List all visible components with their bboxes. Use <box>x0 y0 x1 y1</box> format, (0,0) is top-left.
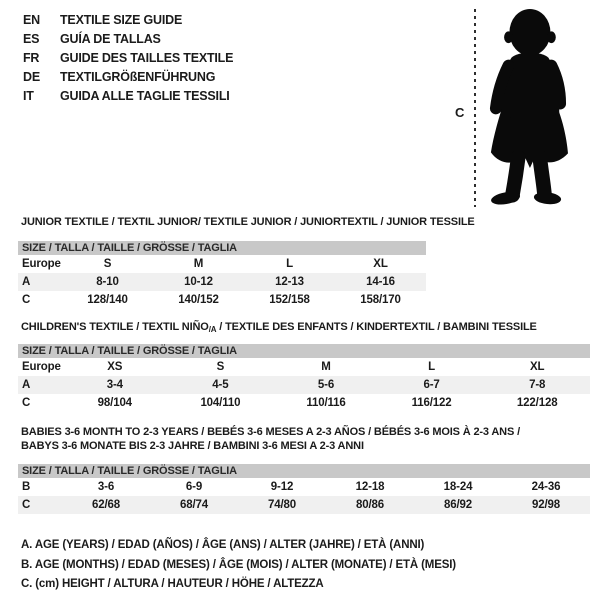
table-cell: 12-18 <box>355 481 385 493</box>
language-code: EN <box>23 13 40 27</box>
language-title-list <box>23 13 233 108</box>
table-row <box>18 358 590 376</box>
heading-line-2: BABYS 3-6 MONATE BIS 2-3 JAHRE / BAMBINI 3-6 MESI A 2-3 ANNI <box>21 440 364 452</box>
table-cell: 8-10 <box>96 276 119 288</box>
height-measure-label: C <box>455 105 465 120</box>
table-row <box>18 496 590 514</box>
footnote-b: B. AGE (MONTHS) / EDAD (MESES) / ÂGE (MOIS) / ALTER (MONATE) / ETÀ (MESI) <box>21 558 456 571</box>
table-cell: 116/122 <box>411 397 452 409</box>
babies-section-heading <box>21 425 520 453</box>
table-cell: 158/170 <box>360 294 401 306</box>
junior-size-table <box>18 241 426 309</box>
language-row <box>23 32 233 51</box>
baby-silhouette-icon <box>480 7 575 207</box>
row-label: C <box>22 499 31 511</box>
table-cell: L <box>428 361 436 373</box>
heading-text: / TEXTILE DES ENFANTS / KINDERTEXTIL / BAMBINI TESSILE <box>216 321 537 333</box>
guide-title: TEXTILGRÖßENFÜHRUNG <box>60 70 216 84</box>
table-cell: 98/104 <box>97 397 132 409</box>
table-cell: 12-13 <box>275 276 304 288</box>
table-cell: 3-6 <box>97 481 115 493</box>
row-label: Europe <box>22 361 61 373</box>
footnote-a: A. AGE (YEARS) / EDAD (AÑOS) / ÂGE (ANS) / ALTER (JAHRE) / ETÀ (ANNI) <box>21 539 425 551</box>
table-row <box>18 291 426 309</box>
size-header-bar: SIZE / TALLA / TAILLE / GRÖSSE / TAGLIA <box>18 464 590 478</box>
language-row <box>23 89 233 108</box>
row-label: A <box>22 276 31 288</box>
row-label: B <box>22 481 31 493</box>
table-cell: 80/86 <box>355 499 385 511</box>
heading-text: CHILDREN'S TEXTILE / TEXTIL NIÑO <box>21 321 209 333</box>
row-label: Europe <box>22 258 61 270</box>
table-cell: 4-5 <box>212 379 229 391</box>
table-cell: 7-8 <box>529 379 546 391</box>
footnote-legend <box>21 536 456 595</box>
table-row <box>18 376 590 394</box>
language-code: IT <box>23 89 34 103</box>
guide-title: GUIDE DES TAILLES TEXTILE <box>60 51 234 65</box>
table-cell: 122/128 <box>516 397 558 409</box>
language-row <box>23 70 233 89</box>
table-cell: 140/152 <box>178 294 219 306</box>
table-cell: S <box>216 361 225 373</box>
size-header-bar: SIZE / TALLA / TAILLE / GRÖSSE / TAGLIA <box>18 344 590 358</box>
table-cell: 6-9 <box>185 481 203 493</box>
row-label: A <box>22 379 31 391</box>
heading-subscript: /A <box>208 325 217 334</box>
table-cell: 6-7 <box>423 379 440 391</box>
table-cell: 10-12 <box>184 276 213 288</box>
table-cell: 18-24 <box>443 481 473 493</box>
table-cell: 68/74 <box>179 499 209 511</box>
table-cell: 14-16 <box>366 276 395 288</box>
table-cell: XL <box>529 361 545 373</box>
children-size-table <box>18 344 590 412</box>
footnote-c: C. (cm) HEIGHT / ALTURA / HAUTEUR / HÖHE / ALTEZZA <box>21 578 324 590</box>
table-row <box>18 255 426 273</box>
language-code: DE <box>23 70 40 84</box>
size-header-bar: SIZE / TALLA / TAILLE / GRÖSSE / TAGLIA <box>18 241 426 255</box>
table-cell: XS <box>107 361 123 373</box>
table-cell: 104/110 <box>200 397 241 409</box>
guide-title: TEXTILE SIZE GUIDE <box>60 13 183 27</box>
table-row <box>18 478 590 496</box>
table-cell: XL <box>373 258 388 270</box>
table-cell: 92/98 <box>531 499 561 511</box>
table-cell: M <box>321 361 331 373</box>
row-label: C <box>22 397 31 409</box>
children-section-heading <box>21 320 537 337</box>
table-cell: 3-4 <box>106 379 123 391</box>
language-row <box>23 51 233 70</box>
table-cell: L <box>286 258 293 270</box>
babies-size-table <box>18 464 590 514</box>
table-cell: 62/68 <box>91 499 121 511</box>
language-code: ES <box>23 32 40 46</box>
table-cell: 24-36 <box>531 481 561 493</box>
language-code: FR <box>23 51 40 65</box>
table-cell: 128/140 <box>87 294 128 306</box>
language-row <box>23 13 233 32</box>
junior-section-heading: JUNIOR TEXTILE / TEXTIL JUNIOR/ TEXTILE JUNIOR / JUNIORTEXTIL / JUNIOR TESSILE <box>21 216 475 228</box>
table-cell: 9-12 <box>270 481 294 493</box>
table-cell: M <box>193 258 204 270</box>
guide-title: GUÍA DE TALLAS <box>60 32 161 46</box>
table-cell: 86/92 <box>443 499 473 511</box>
table-row <box>18 273 426 291</box>
guide-title: GUIDA ALLE TAGLIE TESSILI <box>60 89 230 103</box>
table-cell: 110/116 <box>306 397 346 409</box>
heading-line-1: BABIES 3-6 MONTH TO 2-3 YEARS / BEBÉS 3-6 MESES A 2-3 AÑOS / BÉBÉS 3-6 MOIS À 2-3 ANS / <box>21 426 520 438</box>
table-cell: S <box>103 258 112 270</box>
table-cell: 152/158 <box>269 294 310 306</box>
table-cell: 74/80 <box>267 499 297 511</box>
row-label: C <box>22 294 31 306</box>
table-row <box>18 394 590 412</box>
height-measure-dotted-line <box>474 9 476 207</box>
table-cell: 5-6 <box>317 379 335 391</box>
